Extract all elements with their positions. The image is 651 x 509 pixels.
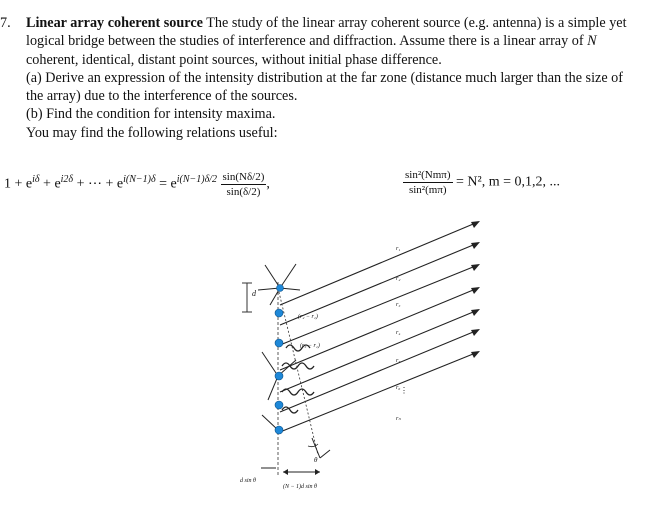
source-6 (275, 426, 283, 434)
wavy-lines (282, 345, 314, 413)
source-3 (275, 339, 283, 347)
source-1 (277, 285, 284, 292)
problem-number: 7. (0, 15, 11, 31)
eq-plus: + e (39, 176, 61, 192)
eq-comma: , (266, 176, 270, 192)
vertical-ellipsis: ⋮ (400, 386, 408, 395)
path-diff-r2: (r₂ − r₁) (298, 314, 318, 320)
part-a: (a) Derive an expression of the intensity distribution at the far zone (distance much larger than the size of the array) due to the interference of the sources. (26, 69, 623, 105)
source-4 (275, 372, 283, 380)
path-diff-r3: (r₃ − r₁) (300, 343, 320, 349)
source-2 (275, 309, 283, 317)
theta-label: θ (314, 456, 318, 464)
ray-4 (280, 288, 478, 370)
ray-label-n: rₙ (396, 416, 401, 422)
theta-arc (308, 444, 318, 447)
eq-exp-3: i(N−1)δ (123, 174, 156, 186)
intro-n-symbol: N (587, 33, 597, 50)
ray-label-3: r₃ (396, 302, 401, 308)
ray-label-1: r₁ (396, 246, 401, 252)
ray-n (280, 352, 478, 432)
rays (280, 222, 478, 432)
eq-frac2-den: sin²(mπ) (408, 184, 447, 196)
emission-marks (262, 352, 296, 430)
eq-frac1-num: sin(Nδ/2) (222, 171, 265, 183)
ray-label-6: r₆ (396, 385, 401, 391)
eq-frac2-num: sin²(Nmπ) (405, 169, 451, 181)
source-5 (275, 401, 283, 409)
eq-rhs: = N², m = 0,1,2, ... (452, 174, 561, 190)
ray-label-4: r₄ (396, 330, 401, 336)
eq-exp-2: i2δ (60, 174, 74, 186)
eq-exp-1: iδ (32, 174, 40, 186)
n1dsin-label: (N − 1)d sin θ (283, 484, 317, 490)
intro-part-1: The study of the linear array coherent source (e.g. antenna) is a simple yet logical bridge between the studies of interference and diffraction. Assume there is a linear array of (26, 15, 627, 50)
ray-3 (280, 265, 478, 345)
eq-frac1-den: sin(δ/2) (226, 186, 261, 198)
hint-text: You may find the following relations useful: (26, 124, 278, 141)
ray-5 (280, 310, 478, 392)
eq-sum-start: 1 + e (4, 176, 33, 192)
ray-arrowheads (471, 221, 480, 358)
ray-label-5: r₅ (396, 358, 401, 364)
d-label: d (252, 289, 256, 298)
dsin-label: d sin θ (240, 478, 256, 484)
intro-part-2: coherent, identical, distant point sources, without initial phase difference. (26, 51, 442, 68)
ray-1 (280, 222, 478, 305)
part-b: (b) Find the condition for intensity maxima. (26, 106, 276, 123)
ray-2 (280, 243, 478, 325)
problem-title: Linear array coherent source (26, 15, 203, 31)
eq-dots: + ⋯ + e (73, 176, 124, 192)
eq-equals: = e (155, 176, 177, 192)
ray-label-2: r₂ (396, 276, 401, 282)
eq-exp-4: i(N−1)δ/2 (176, 174, 218, 186)
